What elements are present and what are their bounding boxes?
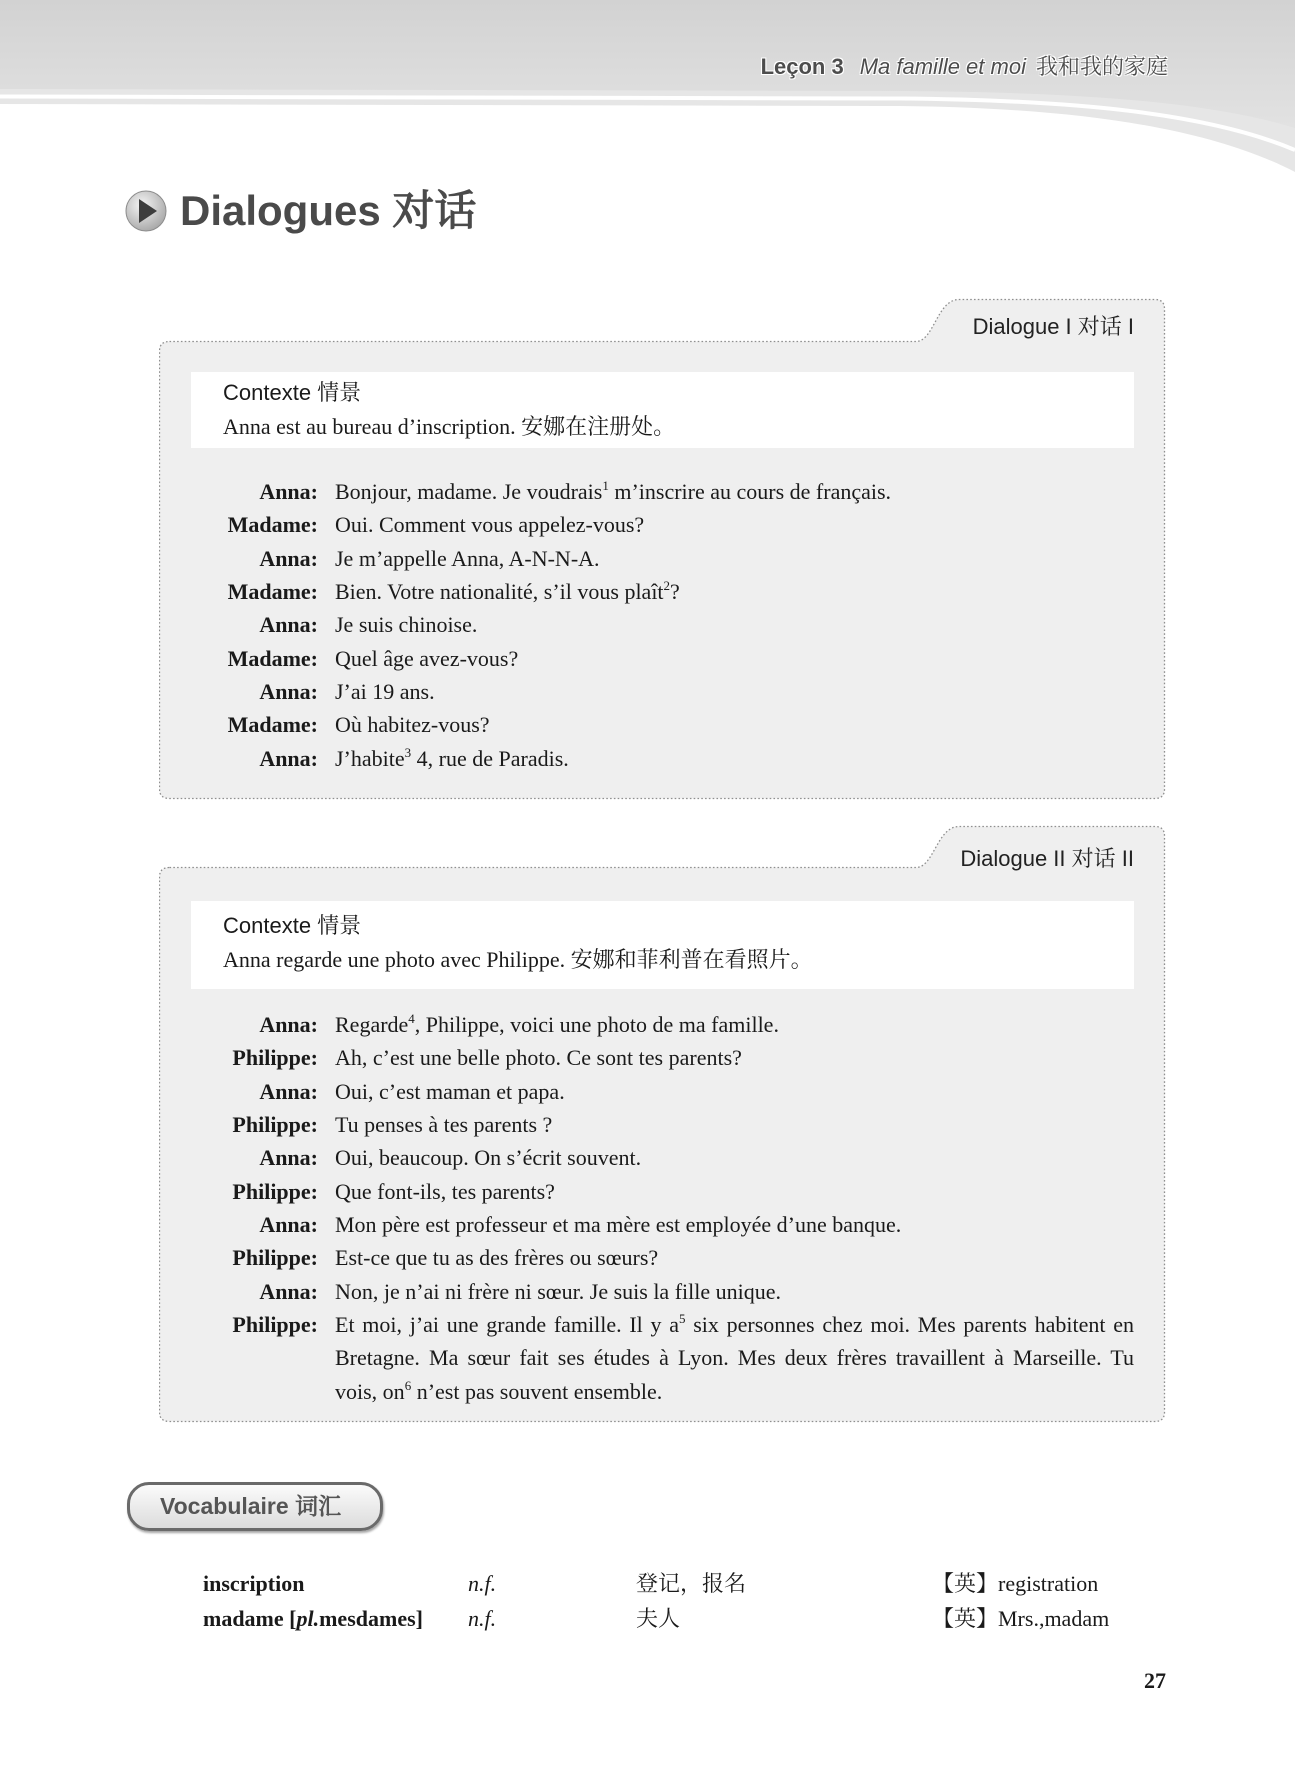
vocab-word	[203, 1601, 423, 1636]
dialogue-line	[191, 508, 1134, 541]
vocab-word-part: mesdames]	[319, 1606, 423, 1631]
speech-text	[335, 475, 1134, 508]
footnote-marker: 3	[404, 744, 412, 760]
speaker-name: Anna:	[259, 1012, 318, 1037]
speech-text: Oui. Comment vous appelez-vous?	[335, 512, 645, 538]
footnote-marker: 4	[408, 1011, 415, 1026]
speaker-name: Philippe:	[232, 1178, 318, 1204]
section-heading	[124, 187, 476, 235]
speaker-spacer	[191, 1341, 318, 1374]
dialogue-1-lines	[191, 475, 1134, 775]
speech-text-part: Et moi, j’ai une grande famille. Il y a	[335, 1312, 679, 1338]
speaker-name: Philippe:	[232, 1312, 318, 1338]
speech-text-part: , Philippe, voici une photo de ma famille.	[414, 1012, 779, 1037]
speech-text	[335, 1008, 1134, 1041]
dialogue-line-continuation	[191, 1341, 1134, 1374]
footnote-marker: 5	[679, 1311, 686, 1327]
speaker-name: Anna:	[259, 1212, 318, 1238]
dialogue-line	[191, 1175, 1134, 1208]
dialogue-2-context	[191, 901, 1134, 989]
dialogue-1-context	[191, 372, 1134, 448]
dialogue-1-tab-label: Dialogue I 对话 I	[972, 314, 1134, 339]
speaker-name: Philippe:	[232, 1245, 318, 1271]
context-text: Anna est au bureau d’inscription. 安娜在注册处。	[223, 414, 676, 439]
speech-text-part: Regarde	[335, 1012, 409, 1037]
speech-text: Tu penses à tes parents ?	[335, 1112, 553, 1138]
dialogue-line	[191, 1008, 1134, 1041]
speech-text	[335, 1375, 1134, 1408]
speaker-name: Anna:	[259, 545, 318, 571]
footnote-marker: 6	[404, 1377, 412, 1393]
dialogue-line	[191, 675, 1134, 708]
speech-text-part: J’habite	[335, 745, 405, 771]
dialogue-line	[191, 1041, 1134, 1074]
lesson-title-chinese: 我和我的家庭	[1035, 54, 1168, 79]
lesson-title-french: Ma famille et moi	[859, 54, 1026, 79]
speech-text: Bretagne. Ma sœur fait ses études à Lyon. Mes deux frères travaillent à Marseille. Tu	[335, 1345, 1134, 1371]
dialogue-line	[191, 642, 1134, 675]
speech-text: Oui, c’est maman et papa.	[335, 1078, 565, 1104]
dialogue-line	[191, 742, 1134, 775]
speech-text-part: six personnes chez moi. Mes parents habitent en	[685, 1312, 1134, 1338]
speech-text: Je m’appelle Anna, A-N-N-A.	[335, 545, 600, 571]
dialogue-2-lines	[191, 1008, 1134, 1408]
speaker-name: Anna:	[259, 1278, 318, 1304]
speaker-spacer	[191, 1375, 318, 1408]
dialogue-line	[191, 1141, 1134, 1174]
vocab-chinese: 夫人	[636, 1606, 681, 1631]
speech-text: Non, je n’ai ni frère ni sœur. Je suis la fille unique.	[335, 1278, 782, 1304]
dialogue-line	[191, 575, 1134, 608]
speech-text: Ah, c’est une belle photo. Ce sont tes parents?	[335, 1045, 742, 1071]
speech-text: Je suis chinoise.	[335, 612, 478, 638]
speech-text-part: Bien. Votre nationalité, s’il vous plaît	[335, 579, 664, 605]
speaker-name: Anna:	[259, 612, 318, 638]
speech-text: J’ai 19 ans.	[335, 679, 435, 705]
vocab-word: inscription	[203, 1571, 305, 1596]
vocabulary-heading: Vocabulaire 词汇	[127, 1482, 383, 1531]
speech-text: Que font-ils, tes parents?	[335, 1178, 555, 1204]
context-title: Contexte 情景	[223, 913, 362, 938]
section-title: Dialogues 对话	[180, 187, 477, 234]
speaker-name: Madame:	[227, 712, 318, 738]
dialogue-2-tab-label: Dialogue II 对话 II	[960, 846, 1134, 871]
footnote-marker: 1	[602, 478, 609, 493]
speaker-name: Madame:	[227, 512, 318, 538]
dialogue-line	[191, 1075, 1134, 1108]
speech-text	[335, 1308, 1134, 1341]
context-title: Contexte 情景	[223, 380, 362, 405]
dialogue-line	[191, 1241, 1134, 1274]
speech-text: Où habitez-vous?	[335, 712, 490, 738]
dialogue-line	[191, 1208, 1134, 1241]
dialogue-line	[191, 1308, 1134, 1341]
vocab-word-part: madame [	[203, 1606, 297, 1631]
speaker-name: Philippe:	[232, 1112, 318, 1138]
header-band	[0, 0, 1295, 190]
speaker-name: Madame:	[227, 579, 318, 605]
vocab-chinese: 登记，报名	[636, 1571, 747, 1596]
speaker-name: Anna:	[259, 1145, 318, 1171]
running-head	[761, 53, 1168, 81]
play-circle-icon	[124, 189, 168, 233]
vocab-entry	[0, 1601, 1295, 1636]
page-number: 27	[1144, 1668, 1166, 1693]
vocab-part-of-speech: n.f.	[468, 1571, 497, 1596]
dialogue-line-continuation	[191, 1375, 1134, 1408]
vocab-plural-note: pl.	[296, 1606, 320, 1631]
dialogue-line	[191, 542, 1134, 575]
speaker-name: Anna:	[259, 745, 318, 771]
speech-text-part: m’inscrire au cours de français.	[608, 479, 892, 504]
speech-text: Mon père est professeur et ma mère est employée d’une banque.	[335, 1212, 902, 1238]
speaker-name: Madame:	[227, 645, 318, 671]
dialogue-line	[191, 708, 1134, 741]
speech-text-part: 4, rue de Paradis.	[411, 745, 569, 771]
speech-text-part: Bonjour, madame. Je voudrais	[335, 479, 603, 504]
vocab-english: 【英】Mrs.,madam	[932, 1606, 1110, 1631]
speaker-name: Philippe:	[232, 1045, 318, 1071]
lesson-number: Leçon 3	[760, 54, 844, 79]
speech-text: Oui, beaucoup. On s’écrit souvent.	[335, 1145, 642, 1171]
dialogue-line	[191, 1275, 1134, 1308]
speaker-name: Anna:	[259, 1078, 318, 1104]
speech-text: Quel âge avez-vous?	[335, 645, 519, 671]
vocab-entry	[0, 1566, 1295, 1601]
speech-text	[335, 575, 1134, 608]
speech-text: Est-ce que tu as des frères ou sœurs?	[335, 1245, 659, 1271]
speech-text-part: vois, on	[335, 1378, 405, 1404]
speech-text-part: ?	[670, 579, 680, 605]
vocab-part-of-speech: n.f.	[468, 1606, 497, 1631]
context-text: Anna regarde une photo avec Philippe. 安娜和菲利普在看照片。	[223, 947, 813, 972]
speech-text-part: n’est pas souvent ensemble.	[411, 1378, 663, 1404]
footnote-marker: 2	[663, 578, 671, 594]
speech-text	[335, 742, 1134, 775]
speaker-name: Anna:	[259, 479, 318, 504]
vocab-english: 【英】registration	[932, 1571, 1099, 1596]
dialogue-line	[191, 475, 1134, 508]
dialogue-line	[191, 1108, 1134, 1141]
speaker-name: Anna:	[259, 679, 318, 705]
dialogue-line	[191, 608, 1134, 641]
